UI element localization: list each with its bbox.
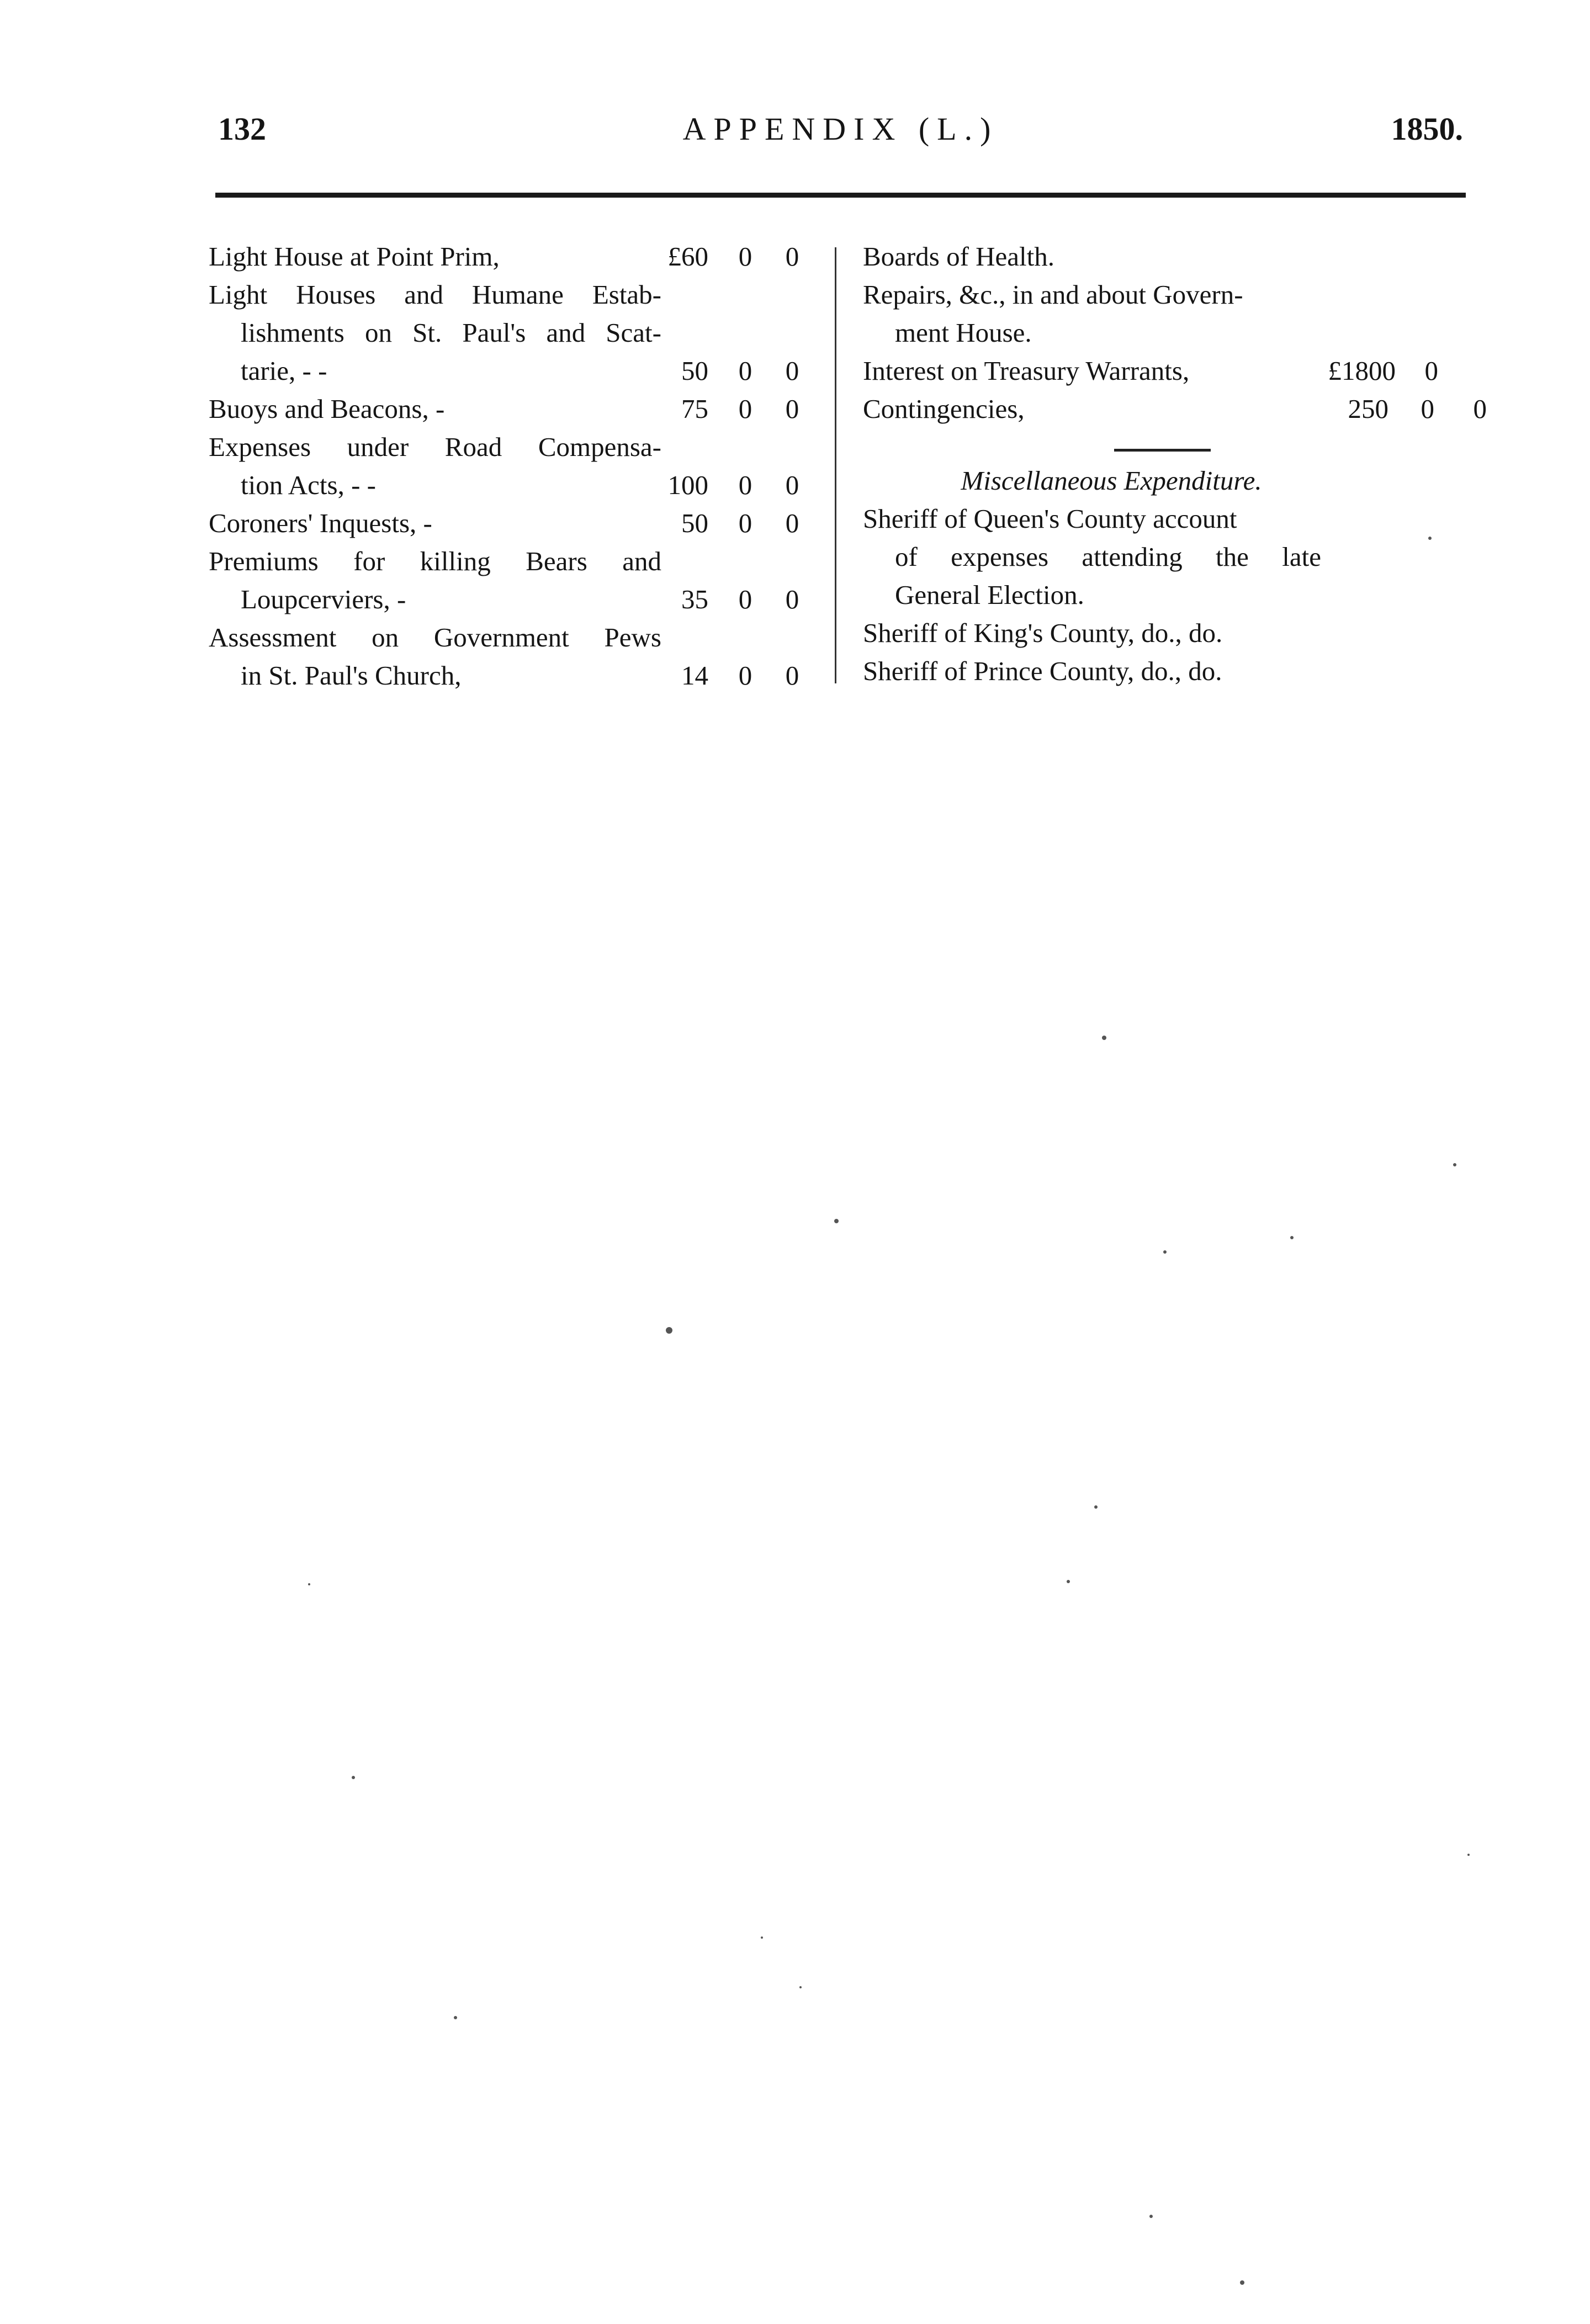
entry-description-line: Expenses under Road Compensa- <box>209 432 661 462</box>
entry-pounds: 100 <box>667 470 708 500</box>
entry-description-line: tarie, - - 50 0 0 <box>209 352 813 390</box>
entry-shillings: 0 <box>738 394 752 424</box>
boards-of-health-entry: Boards of Health. <box>863 241 1054 272</box>
sheriff-queens-line: General Election. <box>895 580 1084 610</box>
entry-shillings: 0 <box>738 241 752 272</box>
entry-description: Interest on Treasury Warrants, <box>863 356 1190 386</box>
repairs-entry-line: ment House. <box>895 317 1032 348</box>
sheriff-queens-line: Sheriff of Queen's County account <box>863 503 1237 534</box>
entry-description-line: tion Acts, - - 100 0 0 <box>209 466 813 504</box>
entry-shillings: 0 <box>738 470 752 500</box>
sheriff-queens-line: of expenses attending the late <box>895 542 1321 572</box>
entry-description-line: Light Houses and Humane Estab- <box>209 279 661 310</box>
header-year: 1850. <box>1391 111 1463 147</box>
entry-pounds: 50 <box>681 356 708 386</box>
entry-pence: 0 <box>785 660 799 691</box>
page-number: 132 <box>218 111 266 147</box>
entry-pence: 0 <box>785 508 799 538</box>
entry-description-line: Loupcerviers, - 35 0 0 <box>209 580 813 618</box>
entry-pounds: 35 <box>681 584 708 614</box>
entry-description-line: in St. Paul's Church, 14 0 0 <box>209 656 813 694</box>
entry-pence: 0 <box>1473 394 1487 424</box>
entry-description-line: lishments on St. Paul's and Scat- <box>241 317 661 348</box>
entry-shillings: 0 <box>738 508 752 538</box>
section-heading: Miscellaneous Expenditure. <box>961 465 1262 496</box>
entry-pence: 0 <box>785 584 799 614</box>
entry-shillings: 0 <box>738 584 752 614</box>
entry-pence: 0 <box>785 394 799 424</box>
entry-description-line: Premiums for killing Bears and <box>209 546 661 576</box>
entry-description: Coroners' Inquests, - <box>209 508 432 538</box>
entry-shillings: 0 <box>738 356 752 386</box>
entry-pence: 0 <box>785 470 799 500</box>
entry-pounds: 75 <box>681 394 708 424</box>
entry-pence: 0 <box>785 241 799 272</box>
sheriff-prince-entry: Sheriff of Prince County, do., do. <box>863 656 1222 686</box>
sheriff-kings-entry: Sheriff of King's County, do., do. <box>863 618 1223 648</box>
repairs-entry-line: Repairs, &c., in and about Govern- <box>863 279 1243 310</box>
entry-pounds: 50 <box>681 508 708 538</box>
entry-pounds: 14 <box>681 660 708 691</box>
entry-pence: 0 <box>785 356 799 386</box>
running-title: APPENDIX (L.) <box>682 111 999 147</box>
entry-description: Light House at Point Prim, <box>209 241 500 272</box>
entry-pounds: £60 <box>667 241 708 272</box>
entry-description: Contingencies, <box>863 394 1025 424</box>
entry-shillings: 0 <box>1421 394 1434 424</box>
entry-description: Buoys and Beacons, - <box>209 394 445 424</box>
entry-description-line: Assessment on Government Pews <box>209 622 661 652</box>
entry-pounds: £1800 <box>1328 356 1396 386</box>
entry-pounds: 250 <box>1348 394 1388 424</box>
entry-shillings: 0 <box>738 660 752 691</box>
entry-shillings: 0 <box>1424 356 1438 386</box>
